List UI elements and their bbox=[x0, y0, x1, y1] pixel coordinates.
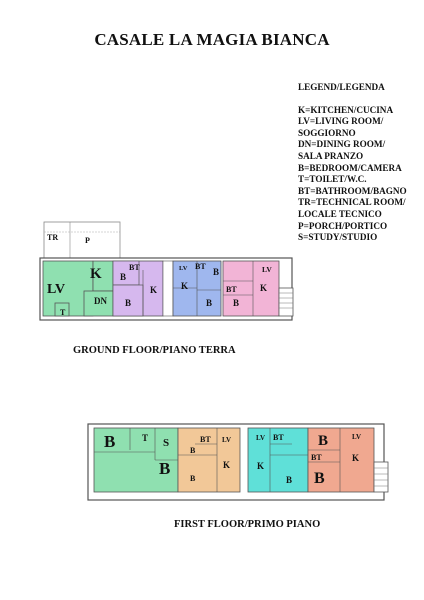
ff-u3-lv: LV bbox=[256, 434, 266, 442]
gf-u4-bt: BT bbox=[226, 285, 237, 294]
legend-item: B=BEDROOM/CAMERA bbox=[298, 162, 402, 173]
gf-u4-b2: B bbox=[233, 298, 240, 308]
gf-u2-k: K bbox=[150, 285, 158, 295]
gf-u4-lv: LV bbox=[262, 265, 272, 274]
ground-stair-gap bbox=[163, 261, 173, 316]
gf-u2-b2: B bbox=[125, 298, 132, 308]
ff-u2-k: K bbox=[223, 460, 231, 470]
first-floor-label: FIRST FLOOR/PRIMO PIANO bbox=[174, 519, 321, 530]
ff-u2-bt: BT bbox=[200, 435, 211, 444]
gf-room-p: P bbox=[85, 236, 90, 245]
gf-u4-k: K bbox=[260, 283, 268, 293]
page-title: CASALE LA MAGIA BIANCA bbox=[94, 30, 330, 49]
ff-u4-b2: B bbox=[314, 470, 325, 487]
gf-room-k: K bbox=[90, 266, 102, 282]
legend-item: S=STUDY/STUDIO bbox=[298, 232, 378, 243]
legend-item: TR=TECHNICAL ROOM/ bbox=[298, 197, 406, 208]
ground-floor-label: GROUND FLOOR/PIANO TERRA bbox=[73, 345, 236, 356]
gf-room-lv: LV bbox=[47, 282, 66, 297]
legend-item: BT=BATHROOM/BAGNO bbox=[298, 185, 407, 196]
legend-item: K=KITCHEN/CUCINA bbox=[298, 104, 394, 115]
gf-u2-bt: BT bbox=[129, 263, 140, 272]
legend-item: LOCALE TECNICO bbox=[298, 208, 382, 219]
legend-item: SALA PRANZO bbox=[298, 150, 364, 161]
legend-item: T=TOILET/W.C. bbox=[298, 174, 367, 185]
ff-u1-b2: B bbox=[159, 459, 171, 478]
ground-external-stair bbox=[279, 288, 293, 316]
ff-u4-b1: B bbox=[318, 433, 329, 449]
gf-room-dn: DN bbox=[94, 296, 107, 306]
gf-room-t: T bbox=[60, 308, 66, 317]
legend-heading: LEGEND/LEGENDA bbox=[298, 82, 385, 92]
ff-u3-k: K bbox=[257, 461, 265, 471]
first-external-stair bbox=[374, 462, 388, 492]
legend-item: P=PORCH/PORTICO bbox=[298, 220, 388, 231]
legend-item: DN=DINING ROOM/ bbox=[298, 139, 386, 150]
ff-u2-b2: B bbox=[190, 474, 196, 483]
ff-u1-b: B bbox=[104, 432, 116, 451]
ff-u4-bt: BT bbox=[311, 453, 322, 462]
ff-u4-lv: LV bbox=[352, 433, 362, 441]
gf-u2-b1: B bbox=[120, 272, 127, 282]
gf-u3-lv: LV bbox=[179, 265, 188, 272]
ff-u4-k: K bbox=[352, 453, 360, 463]
gf-room-tr: TR bbox=[47, 233, 59, 242]
legend-item: LV=LIVING ROOM/ bbox=[298, 116, 384, 127]
ff-u3-b: B bbox=[286, 475, 293, 485]
ff-u2-lv: LV bbox=[222, 436, 232, 444]
ff-u1-s: S bbox=[163, 437, 170, 449]
gf-u3-b: B bbox=[206, 298, 213, 308]
gf-u4-b1: B bbox=[213, 267, 220, 277]
ff-u3-bt: BT bbox=[273, 433, 284, 442]
ff-u1-t: T bbox=[142, 433, 149, 443]
gf-u3-bt: BT bbox=[195, 262, 206, 271]
ff-u2-b1: B bbox=[190, 446, 196, 455]
legend-item: SOGGIORNO bbox=[298, 127, 356, 138]
gf-u3-k: K bbox=[181, 281, 189, 291]
